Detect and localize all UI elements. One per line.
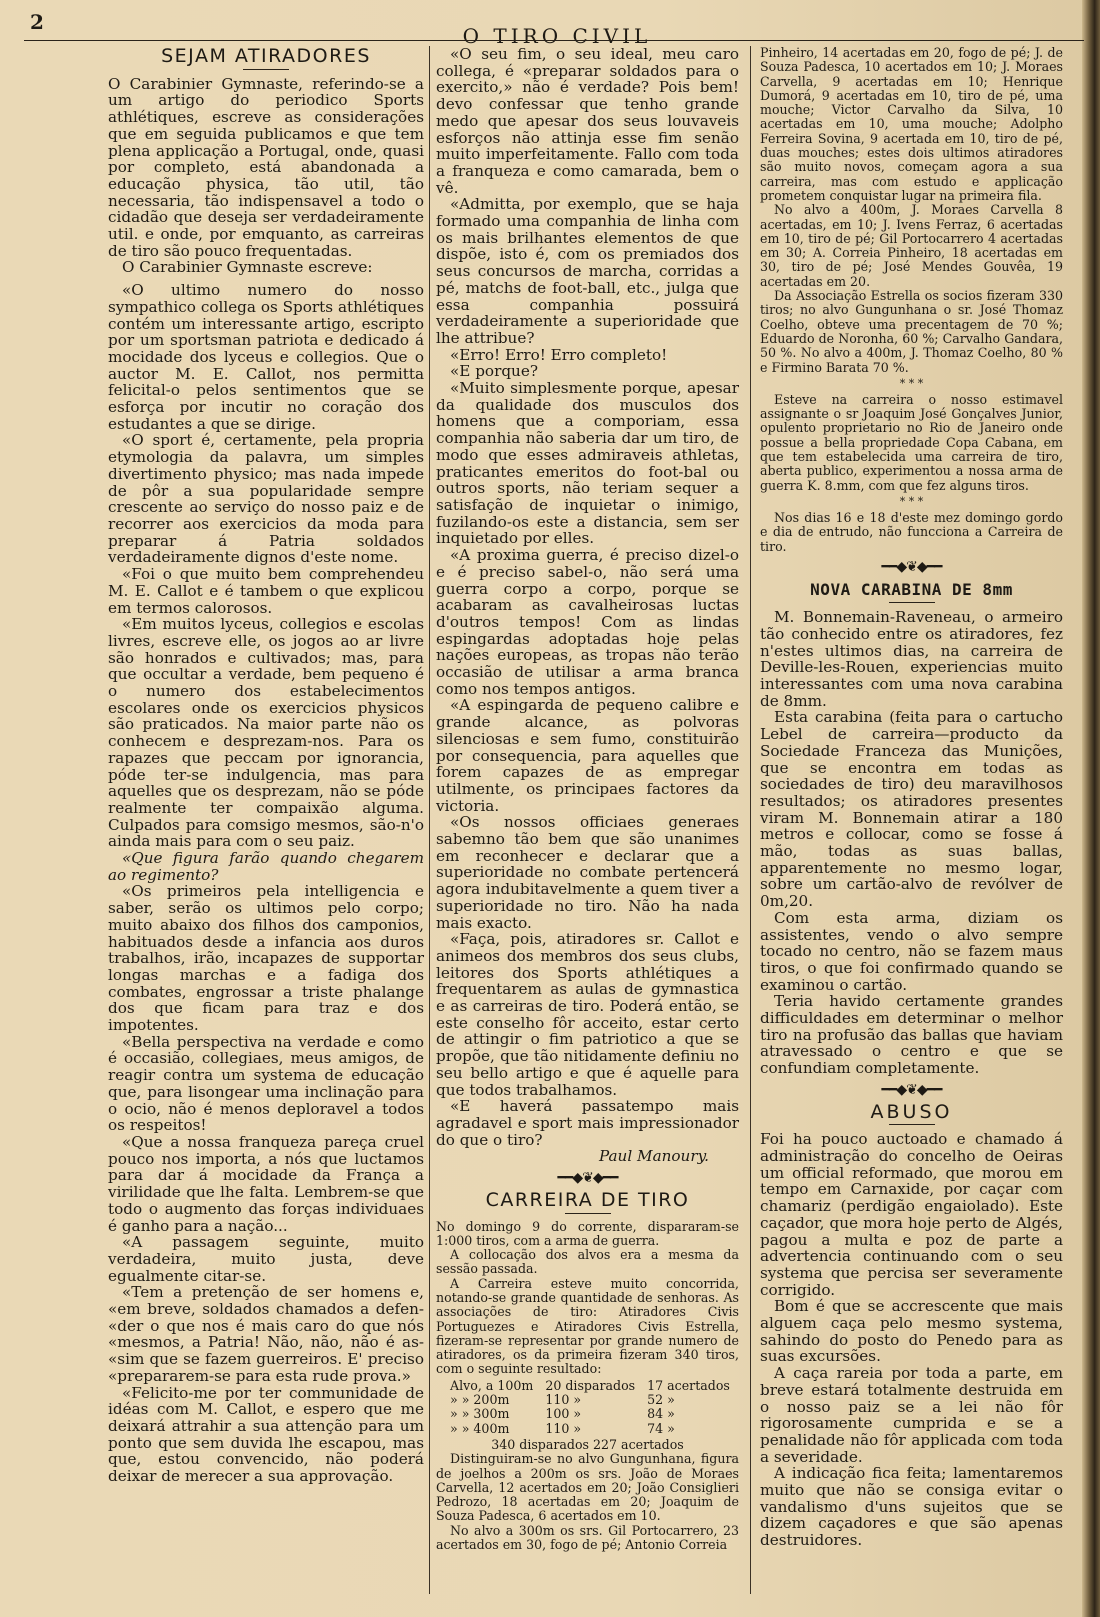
- table-total: 340 disparados 227 acertados: [491, 1436, 684, 1452]
- paragraph: O Carabinier Gymnaste, referindo-se a um artigo do periodico Sports athlétiques, escreve as considerações que em seguida publicamos e que tem plena applicação a Portugal, onde, quasi por completo, está abandonada a educação physica, tão util, tão necessaria, tão indispensavel a todo o cidadão que deseja ser verdadeiramente util. e onde, por emquanto, as carreiras de tiro são pouco frequentadas.: [108, 74, 424, 260]
- table-cell: 84 »: [647, 1406, 675, 1422]
- title-rule: [243, 69, 289, 70]
- paragraph: M. Bonnemain-Raveneau, o armeiro tão conhecido entre os atiradores, fez n'estes ultimos dias, na carreira de Deville-les-Rouen, experiencias muito interessantes com uma nova carabina de 8mm.: [760, 608, 1063, 710]
- column-2: [436, 46, 739, 1552]
- paragraph: Distinguiram-se no alvo Gungunhana, figura de joelhos a 200m os srs. João de Moraes Carvella, 12 acertados em 20; João Consiglieri Pedrozo, 18 acertadas em 20; Joaquim de Souza Padesca, 6 acertados em 10.: [436, 1451, 739, 1524]
- paragraph: «O ultimo numero do nosso sympathico collega os Sports athlétiques contém um interessante artigo, escripto por um sportsman patriota e dedicado á mocidade dos lyceus e collegios. Que o auctor M. E. Callot, nos permitta felicital-o pelos sentimentos que se esforça por incutir no coração dos estudantes a que se dirige.: [108, 281, 424, 433]
- paragraph: «A passagem seguinte, muito verdadeira, muito justa, deve egualmente citar-se.: [108, 1233, 424, 1285]
- column-divider: [429, 46, 430, 1594]
- title-rule: [565, 1213, 611, 1214]
- masthead: O TIRO CIVIL: [462, 24, 652, 48]
- header: [112, 12, 1002, 48]
- paragraph: «Muito simplesmente porque, apesar da qualidade dos musculos dos homens que a comporiam, essa companhia não saberia dar um tiro, de modo que esses admiraveis athletas, praticantes emeritos do foot-bal ou outros sports, não teriam sequer a satisfação de inquietar o inimigo, fuzilando-os este a distancia, sem ser inquietado por elles.: [436, 379, 739, 548]
- paragraph: «Admitta, por exemplo, que se haja formado uma companhia de linha com os mais brilhantes elementos de que dispõe, isto é, com os premiados dos seus concursos de marcha, corridas a pé, matchs de foot-ball, etc., julga que essa companhia possuirá verdadeiramente a superioridade que lhe attribue?: [436, 195, 739, 347]
- column-divider: [750, 46, 751, 1594]
- paragraph: No domingo 9 do corrente, dispararam-se 1:000 tiros, com a arma de guerra.: [436, 1218, 739, 1248]
- article-title: CARREIRA DE TIRO: [485, 1188, 690, 1211]
- paragraph: «Felicito-me por ter communidade de idéas com M. Callot, e espero que me deixará attrahir a sua attenção para um ponto que sem duvida lhe escapou, mas que, estou convencido, não poderá deixar de merecer a sua approvação.: [108, 1383, 424, 1486]
- paragraph: «E porque?: [450, 362, 538, 381]
- paragraph: Esta carabina (feita para o cartucho Lebel de carreira—producto da Sociedade Franceza das Munições, que se encontra em todas as sociedades de tiro) deu maravilhosos resultados; os atiradores presentes viram M. Bonnemain atirar a 180 metros e collocar, como se fosse á mão, todas as suas ballas, apparentemente no mesmo logar, sobre um cartão-alvo de revólver de 0m,20.: [760, 708, 1063, 911]
- paragraph: Teria havido certamente grandes difficuldades em determinar o melhor tiro na profusão das ballas que haviam atravessado o centro e que se confundiam completamente.: [760, 992, 1063, 1078]
- paragraph: A caça rareia por toda a parte, em breve estará totalmente destruida em o nosso paiz se a lei não fôr rigorosamente cumprida e se a penalidade não fôr applicada com toda a severidade.: [760, 1364, 1063, 1466]
- asterism: * * *: [899, 494, 924, 508]
- paragraph: «A espingarda de pequeno calibre e grande alcance, as polvoras silenciosas e sem fumo, constituirão por consequencia, para aquelles que forem capazes de as empregar utilmente, os principaes factores da victoria.: [436, 696, 739, 815]
- paragraph: «Em muitos lyceus, collegios e escolas livres, escreve elle, os jogos ao ar livre são honrados e cultivados; mas, para que occultar a verdade, bem pequeno é o numero dos estabelecimentos escolares onde os exercicios physicos são praticados. Na maior parte não os conhecem e desprezam-nos. Para os rapazes que peccam por ignorancia, póde ter-se indulgencia, mas para aquelles que os desprezam, não se póde realmente ter compaixão alguma. Culpados para comsigo mesmos, são-n'o ainda mais para com o seu paiz.: [108, 615, 424, 851]
- paragraph: Nos dias 16 e 18 d'este mez domingo gordo e dia de entrudo, não funcciona a Carreira de tiro.: [760, 509, 1063, 554]
- table-row: [444, 1407, 736, 1421]
- paragraph: A Carreira esteve muito concorrida, notando-se grande quantidade de senhoras. As associações de tiro: Atiradores Civis Portuguezes e Atiradores Civis Estrella, fizeram-se representar por grande numero de atiradores, os da primeira fizeram 340 tiros, com o seguinte resultado:: [436, 1275, 739, 1377]
- paragraph: Pinheiro, 14 acertadas em 20, fogo de pé; J. de Souza Padesca, 10 acertados em 10; J. Moraes Carvella, 9 acertadas em 10; Henrique Dumorá, 9 acertadas em 10, tiro de pé, uma mouche; Victor Carvalho da Silva, 10 acertadas em 10, uma mouche; Adolpho Ferreira Sovina, 9 acertada em 10, tiro de pé, duas mouches; estes dois ultimos atiradores são muito novos, começam agora a sua carreira, mas com estudo e applicação prometem conquistar lugar na primeira fila.: [760, 45, 1063, 203]
- paragraph: «E haverá passatempo mais agradavel e sport mais impressionador do que o tiro?: [436, 1097, 739, 1149]
- table-row: [444, 1422, 736, 1436]
- results-table: [444, 1379, 736, 1436]
- title-rule: [889, 602, 935, 603]
- title-rule: [889, 1124, 935, 1125]
- paragraph: «Faça, pois, atiradores sr. Callot e animeos dos membros dos seus clubs, leitores dos Sports athlétiques a frequentarem as aulas de gymnastica e as carreiras de tiro. Poderá então, se este conselho fôr acceito, estar certo de attingir o fim patriotico a que se propõe, que tão nitidamente definiu no seu bello artigo e que é aquelle para que todos trabalhamos.: [436, 930, 739, 1099]
- ornament-divider: ━━◆❦◆━━: [557, 1170, 618, 1187]
- column-3: [760, 46, 1063, 1549]
- column-1: [108, 46, 424, 1485]
- paragraph: «Que figura farão quando chegarem ao regimento?: [108, 849, 424, 884]
- paragraph: «Que a nossa franqueza pareça cruel pouco nos importa, a nós que luctamos para dar á mocidade da França a virilidade que lhe falta. Lembrem-se que todo o augmento das forças individuaes é ganho para a nação...: [108, 1133, 424, 1235]
- table-cell: 52 »: [647, 1392, 675, 1408]
- paragraph: No alvo a 400m, J. Moraes Carvella 8 acertadas, em 10; J. Ivens Ferraz, 6 acertadas em 10, tiro de pé; Gil Portocarrero 4 acertadas em 30; A. Correia Pinheiro, 18 acertadas em 30, tiro de pé; José Mendes Gouvêa, 19 acertadas em 20.: [760, 202, 1063, 289]
- table-cell: 20 disparados: [545, 1377, 636, 1393]
- article-title: SEJAM ATIRADORES: [161, 45, 371, 67]
- paragraph: O Carabinier Gymnaste escreve:: [122, 258, 373, 277]
- header-rule: [24, 40, 1084, 41]
- paragraph: «Bella perspectiva na verdade e como é occasião, collegiaes, meus amigos, de reagir contra um systema de educação que, para lisongear uma inclinação para o ocio, não é menos deploravel a todos os respeitos!: [108, 1032, 424, 1135]
- table-row: [444, 1379, 736, 1393]
- table-cell: Alvo, a 100m: [450, 1377, 534, 1393]
- asterism: * * *: [899, 376, 924, 390]
- table-cell: 100 »: [545, 1406, 582, 1422]
- paragraph: «Os nossos officiaes generaes sabemno tão bem que são unanimes em reconhecer e declarar que a superioridade no combate pertencerá agora indubitavelmente a quem tiver a superioridade no tiro. Não ha nada mais exacto.: [436, 813, 739, 932]
- table-cell: » » 400m: [450, 1420, 510, 1436]
- table-cell: » » 300m: [450, 1406, 510, 1422]
- table-cell: » » 200m: [450, 1392, 510, 1408]
- paragraph: «Erro! Erro! Erro completo!: [450, 345, 668, 364]
- table-cell: 110 »: [545, 1392, 582, 1408]
- paragraph: No alvo a 300m os srs. Gil Portocarrero, 23 acertados em 30, fogo de pé; Antonio Correia: [436, 1522, 739, 1553]
- paragraph: «Foi o que muito bem comprehendeu M. E. Callot e é tambem o que explicou em termos calorosos.: [108, 565, 424, 617]
- table-cell: 110 »: [545, 1420, 582, 1436]
- paragraph: «O sport é, certamente, pela propria etymologia da palavra, um simples divertimento physico; mas nada impede de pôr a sua popularidade sempre crescente ao serviço do nosso paiz e de recorrer aos exercicios da moda para preparar á Patria soldados verdadeiramente dignos d'este nome.: [108, 431, 424, 567]
- signature: Paul Manoury.: [598, 1147, 709, 1166]
- article-title: ABUSO: [870, 1100, 953, 1123]
- table-cell: 74 »: [647, 1420, 675, 1436]
- paragraph: Com esta arma, diziam os assistentes, vendo o alvo sempre tocado no centro, não se fazem maus tiros, o que foi confirmado quando se examinou o cartão.: [760, 908, 1063, 994]
- page-number: 2: [30, 10, 44, 34]
- paragraph: Da Associação Estrella os socios fizeram 330 tiros; no alvo Gungunhana o sr. José Thomaz Coelho, obteve uma precentagem de 70 %; Eduardo de Noronha, 60 %; Carvalho Gandara, 50 %. No alvo a 400m, J. Thomaz Coelho, 80 % e Firmino Barata 70 %.: [760, 288, 1063, 375]
- paragraph: «Tem a pretenção de ser homens e, «em breve, soldados chamados a defen- «der o que nos é mais caro do que nós «mesmos, a Patria! Não, não, não é as- «sim que se fazem guerreiros. E' preciso «prepararem-se para esta rude prova.»: [108, 1283, 424, 1385]
- ornament-divider: ━━◆❦◆━━: [881, 558, 942, 575]
- paragraph: «A proxima guerra, é preciso dizel-o e é preciso sabel-o, não será uma guerra corpo a corpo, porque se acabaram as cavalheirosas luctas d'outros tempos! Com as lindas espingardas adoptadas hoje pelas nações europeas, as tropas não terão occasião de utilisar a arma branca como nos tempos antigos.: [436, 546, 739, 698]
- page-edge: [1082, 0, 1100, 1617]
- paragraph: Bom é que se accrescente que mais alguem caça pelo mesmo systema, sahindo do posto do Penedo para as suas excursões.: [760, 1297, 1063, 1366]
- paragraph: A collocação dos alvos era a mesma da sessão passada.: [436, 1247, 739, 1277]
- paragraph: Esteve na carreira o nosso estimavel assignante o sr Joaquim José Gonçalves Junior, opulento proprietario no Rio de Janeiro onde possue a bella propriedade Copa Cabana, em que tem estabelecida uma carreira de tiro, aberta publico, experimentou a nossa arma de guerra K. 8.mm, com que fez alguns tiros.: [760, 391, 1063, 493]
- table-cell: 17 acertados: [647, 1377, 730, 1393]
- paragraph: A indicação fica feita; lamentaremos muito que não se consiga evitar o vandalismo d'uns sujeitos que se dizem caçadores e que são apenas destruidores.: [760, 1464, 1063, 1550]
- paragraph: «O seu fim, o seu ideal, meu caro collega, é «preparar soldados para o exercito,» não é verdade? Pois bem! devo confessar que tenho grande medo que apesar dos seus louvaveis esforços não attinja esse fim senão muito imperfeitamente. Fallo com toda a franqueza e como camarada, bem o vê.: [436, 45, 739, 197]
- paragraph: «Os primeiros pela intelligencia e saber, serão os ultimos pelo corpo; muito abaixo dos filhos dos camponios, habituados desde a infancia aos duros trabalhos, irão, incapazes de supportar longas marchas e a fadiga dos combates, engrossar a triste phalange dos que ficam para traz e dos impotentes.: [108, 882, 424, 1035]
- article-title: NOVA CARABINA DE 8mm: [810, 579, 1013, 599]
- table-row: [444, 1393, 736, 1407]
- ornament-divider: ━━◆❦◆━━: [881, 1081, 942, 1098]
- paragraph: Foi ha pouco auctoado e chamado á administração do concelho de Oeiras um official reformado, que morou em tempo em Carnaxide, por caçar com chamariz (perdigão engaiolado). Este caçador, que mora hoje perto de Algés, pagou a multa e poz de parte a advertencia continuando com o seu systema que percisa ser severamente corrigido.: [760, 1130, 1063, 1299]
